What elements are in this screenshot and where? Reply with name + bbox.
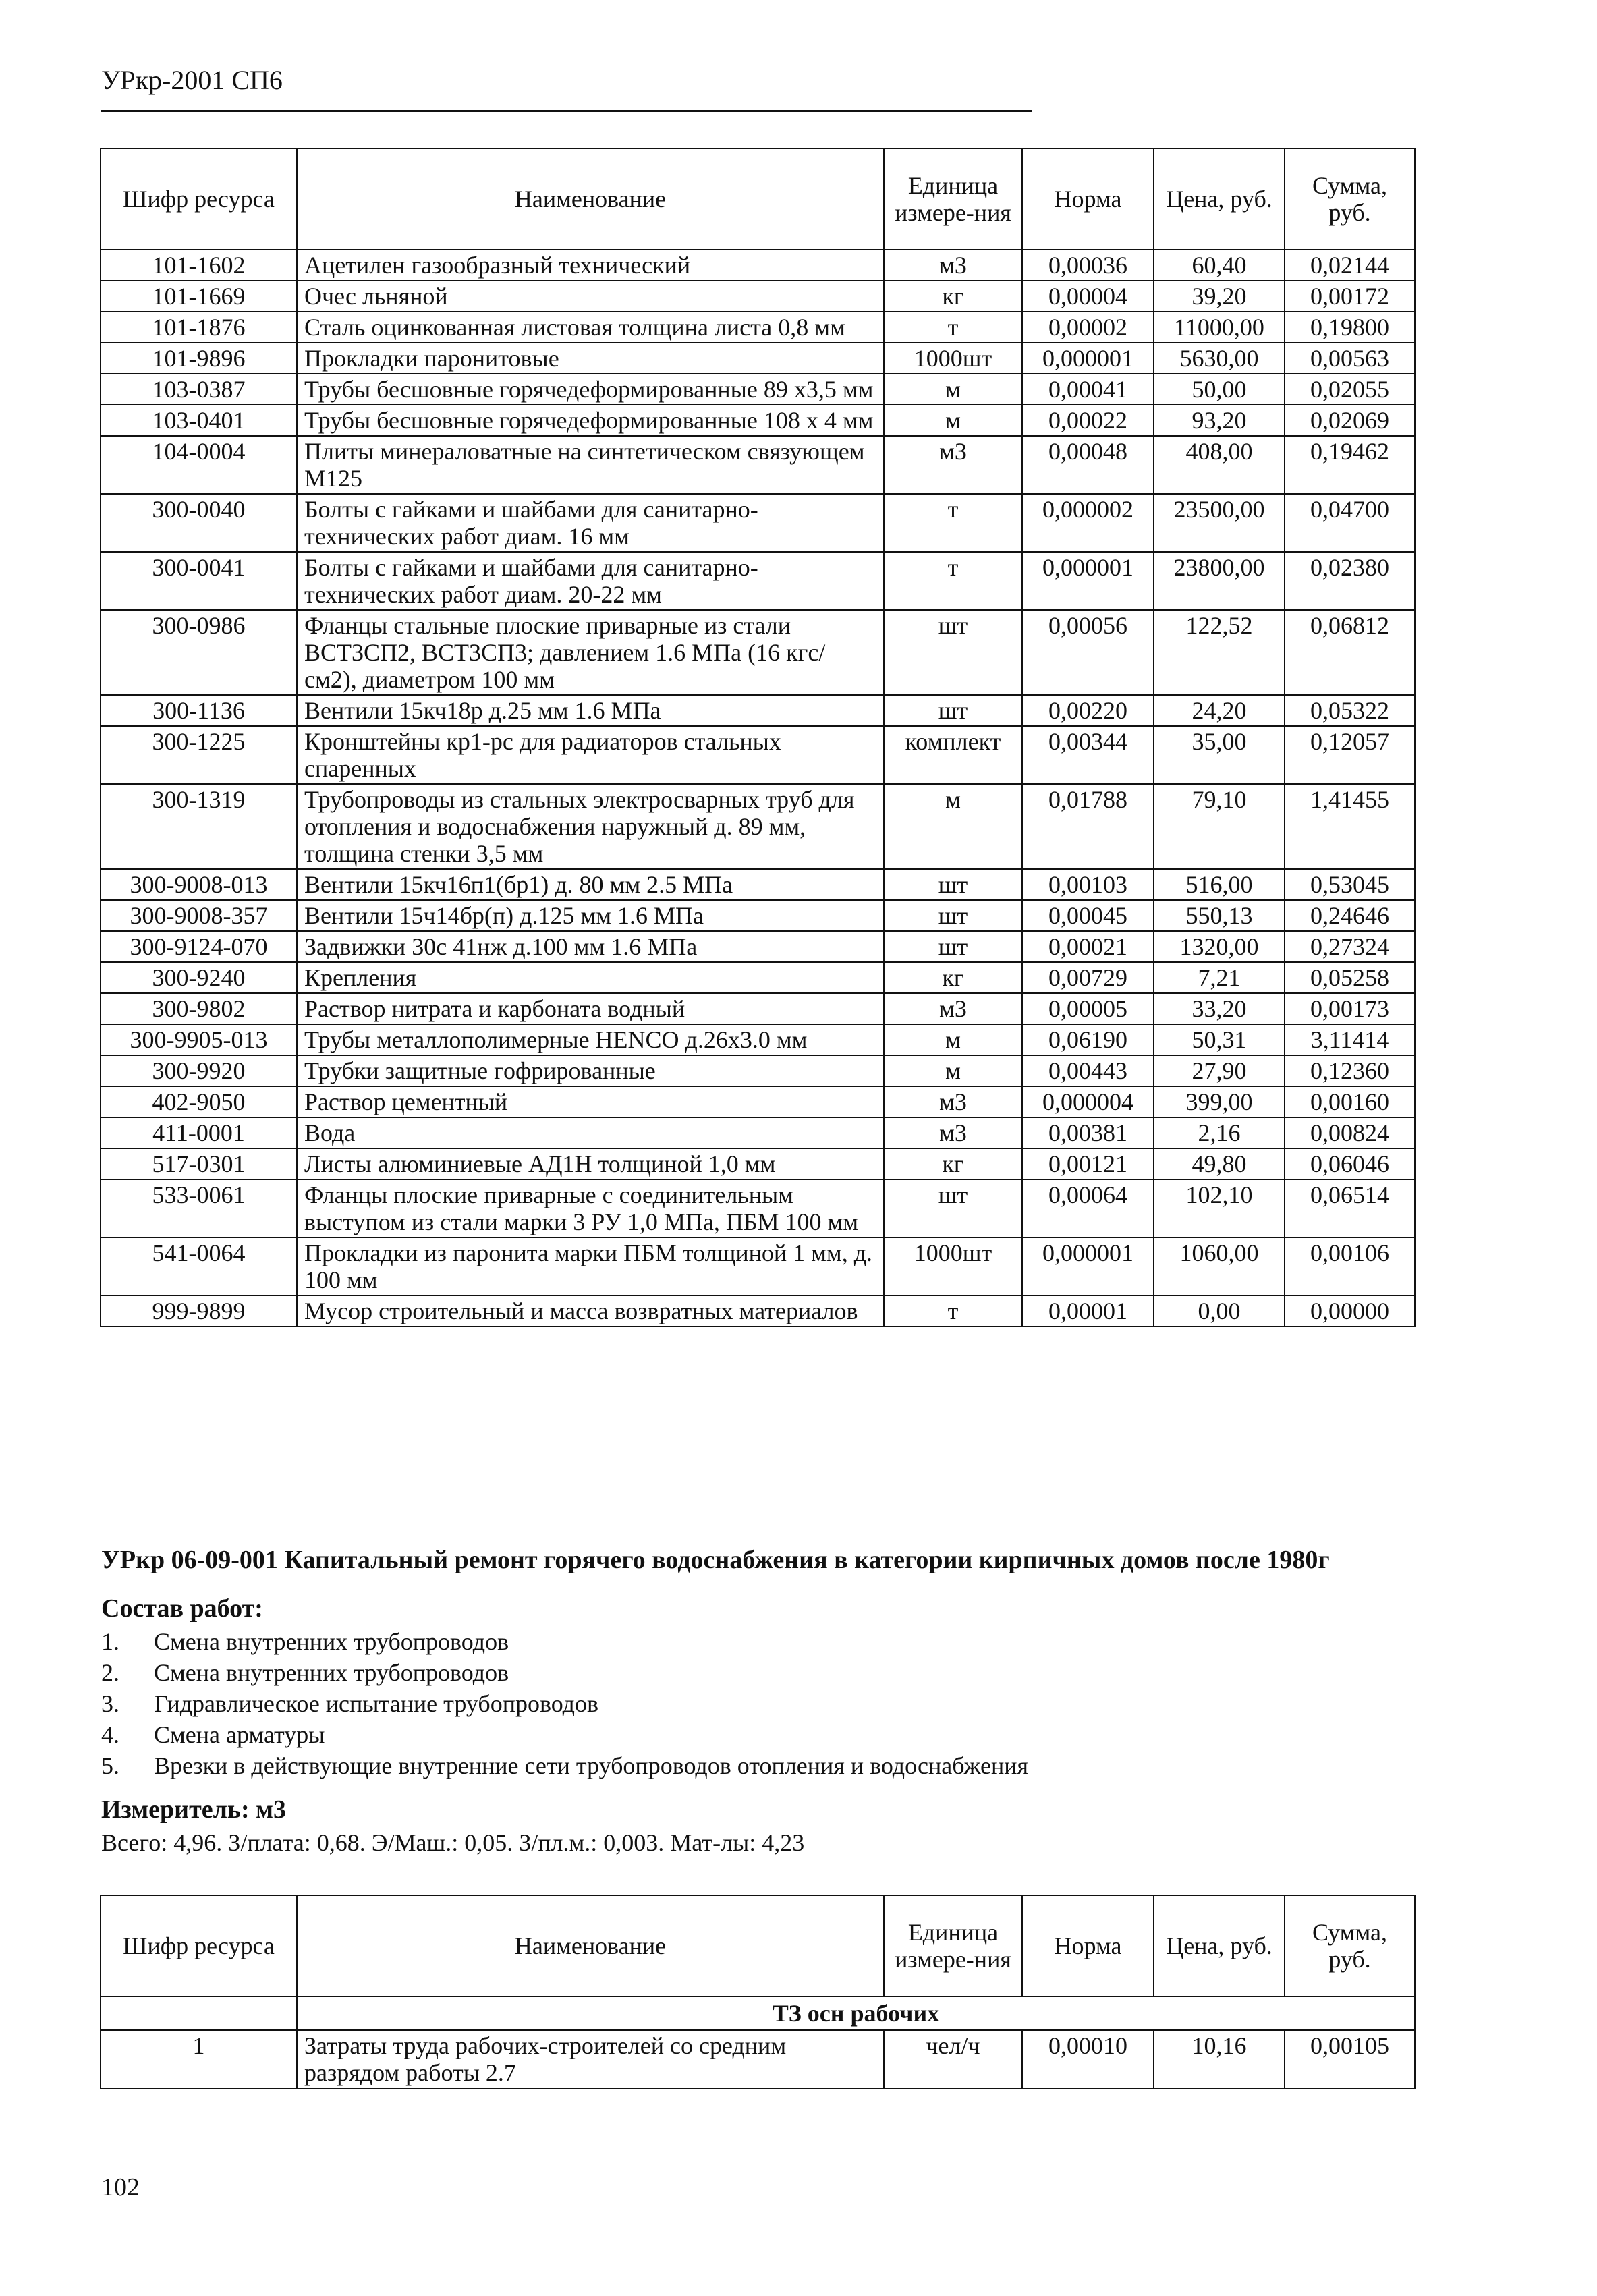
- table-row: [101, 726, 1415, 784]
- cell-name: Вентили 15ч14бр(п) д.125 мм 1.6 МПа: [297, 900, 884, 931]
- work-item: [101, 1750, 1028, 1781]
- cell-price: 5630,00: [1154, 343, 1285, 374]
- cell-name: Очес льняной: [297, 281, 884, 312]
- work-item: [101, 1719, 1028, 1750]
- cell-code: 300-1136: [101, 695, 297, 726]
- table-row: [101, 784, 1415, 869]
- cell-unit: м: [884, 1024, 1022, 1055]
- cell-price: 49,80: [1154, 1148, 1285, 1179]
- cell-unit: шт: [884, 869, 1022, 900]
- cell-sum: 0,00000: [1285, 1295, 1415, 1326]
- cell-norm: 0,000002: [1022, 494, 1154, 552]
- table-row: [101, 552, 1415, 610]
- cell-price: 35,00: [1154, 726, 1285, 784]
- totals-line: Всего: 4,96. З/плата: 0,68. Э/Маш.: 0,05. З/пл.м.: 0,003. Мат-лы: 4,23: [101, 1829, 805, 1856]
- cell-price: 7,21: [1154, 962, 1285, 993]
- cell-price: 102,10: [1154, 1179, 1285, 1237]
- cell-sum: 0,05258: [1285, 962, 1415, 993]
- cell-norm: 0,00220: [1022, 695, 1154, 726]
- table-row: [101, 281, 1415, 312]
- cell-name: Прокладки паронитовые: [297, 343, 884, 374]
- work-item-number: 1.: [101, 1628, 119, 1655]
- work-item-number: 4.: [101, 1721, 119, 1748]
- cell-price: 11000,00: [1154, 312, 1285, 343]
- cell-price: 10,16: [1154, 2030, 1285, 2088]
- cell-name: Сталь оцинкованная листовая толщина листа 0,8 мм: [297, 312, 884, 343]
- cell-price: 516,00: [1154, 869, 1285, 900]
- page-number: 102: [101, 2173, 140, 2202]
- cell-unit: шт: [884, 931, 1022, 962]
- table-row: [101, 343, 1415, 374]
- cell-sum: 0,05322: [1285, 695, 1415, 726]
- subheader-empty-cell: [101, 1996, 297, 2030]
- cell-name: Вентили 15кч16п1(бр1) д. 80 мм 2.5 МПа: [297, 869, 884, 900]
- cell-norm: 0,00729: [1022, 962, 1154, 993]
- work-item-text: Смена внутренних трубопроводов: [154, 1628, 509, 1655]
- cell-name: Плиты минераловатные на синтетическом связующем М125: [297, 436, 884, 494]
- col-header-name: Наименование: [297, 1895, 884, 1996]
- cell-code: 103-0387: [101, 374, 297, 405]
- col-header-norm: Норма: [1022, 148, 1154, 250]
- cell-code: 533-0061: [101, 1179, 297, 1237]
- cell-sum: 0,27324: [1285, 931, 1415, 962]
- work-item-number: 2.: [101, 1659, 119, 1686]
- cell-unit: чел/ч: [884, 2030, 1022, 2088]
- cell-code: 517-0301: [101, 1148, 297, 1179]
- work-item-text: Смена арматуры: [154, 1721, 325, 1748]
- work-item: [101, 1688, 1028, 1719]
- cell-norm: 0,01788: [1022, 784, 1154, 869]
- work-item-text: Смена внутренних трубопроводов: [154, 1659, 509, 1686]
- cell-norm: 0,000004: [1022, 1086, 1154, 1117]
- work-item-number: 3.: [101, 1690, 119, 1717]
- cell-name: Вода: [297, 1117, 884, 1148]
- cell-sum: 0,02055: [1285, 374, 1415, 405]
- work-item: [101, 1657, 1028, 1688]
- table-row: [101, 374, 1415, 405]
- cell-code: 101-1876: [101, 312, 297, 343]
- cell-sum: 0,53045: [1285, 869, 1415, 900]
- cell-name: Болты с гайками и шайбами для санитарно-технических работ диам. 16 мм: [297, 494, 884, 552]
- cell-norm: 0,00036: [1022, 250, 1154, 281]
- cell-code: 300-9240: [101, 962, 297, 993]
- cell-sum: 0,06046: [1285, 1148, 1415, 1179]
- col-header-norm: Норма: [1022, 1895, 1154, 1996]
- cell-price: 79,10: [1154, 784, 1285, 869]
- cell-norm: 0,00344: [1022, 726, 1154, 784]
- labor-table-body: [101, 2030, 1415, 2088]
- cell-sum: 0,00824: [1285, 1117, 1415, 1148]
- cell-name: Трубки защитные гофрированные: [297, 1055, 884, 1086]
- cell-unit: м3: [884, 993, 1022, 1024]
- cell-unit: м: [884, 784, 1022, 869]
- table-header-row: [101, 1895, 1415, 1996]
- cell-sum: 0,04700: [1285, 494, 1415, 552]
- cell-code: 300-1225: [101, 726, 297, 784]
- cell-name: Раствор цементный: [297, 1086, 884, 1117]
- cell-code: 103-0401: [101, 405, 297, 436]
- cell-price: 1320,00: [1154, 931, 1285, 962]
- col-header-unit: Единица измере-ния: [884, 148, 1022, 250]
- col-header-sum: Сумма, руб.: [1285, 148, 1415, 250]
- cell-name: Трубы бесшовные горячедеформированные 89 х3,5 мм: [297, 374, 884, 405]
- table-row: [101, 695, 1415, 726]
- cell-price: 39,20: [1154, 281, 1285, 312]
- resources-table-body: [101, 250, 1415, 1326]
- cell-sum: 0,00106: [1285, 1237, 1415, 1295]
- cell-sum: 0,06514: [1285, 1179, 1415, 1237]
- cell-unit: м: [884, 405, 1022, 436]
- cell-price: 0,00: [1154, 1295, 1285, 1326]
- cell-price: 33,20: [1154, 993, 1285, 1024]
- cell-name: Листы алюминиевые АД1Н толщиной 1,0 мм: [297, 1148, 884, 1179]
- cell-price: 24,20: [1154, 695, 1285, 726]
- cell-code: 402-9050: [101, 1086, 297, 1117]
- cell-norm: 0,000001: [1022, 552, 1154, 610]
- col-header-code: Шифр ресурса: [101, 148, 297, 250]
- cell-unit: м3: [884, 1117, 1022, 1148]
- cell-norm: 0,00005: [1022, 993, 1154, 1024]
- table-row: [101, 1086, 1415, 1117]
- cell-norm: 0,00010: [1022, 2030, 1154, 2088]
- cell-norm: 0,00022: [1022, 405, 1154, 436]
- cell-name: Прокладки из паронита марки ПБМ толщиной 1 мм, д. 100 мм: [297, 1237, 884, 1295]
- cell-norm: 0,00121: [1022, 1148, 1154, 1179]
- cell-code: 300-9008-013: [101, 869, 297, 900]
- col-header-sum: Сумма, руб.: [1285, 1895, 1415, 1996]
- cell-code: 300-9920: [101, 1055, 297, 1086]
- col-header-unit: Единица измере-ния: [884, 1895, 1022, 1996]
- cell-norm: 0,00064: [1022, 1179, 1154, 1237]
- cell-sum: 0,00160: [1285, 1086, 1415, 1117]
- cell-unit: т: [884, 1295, 1022, 1326]
- col-header-price: Цена, руб.: [1154, 1895, 1285, 1996]
- cell-name: Вентили 15кч18р д.25 мм 1.6 МПа: [297, 695, 884, 726]
- header-divider: [101, 110, 1032, 112]
- cell-unit: м3: [884, 436, 1022, 494]
- col-header-code: Шифр ресурса: [101, 1895, 297, 1996]
- cell-code: 1: [101, 2030, 297, 2088]
- cell-name: Мусор строительный и масса возвратных материалов: [297, 1295, 884, 1326]
- cell-norm: 0,00443: [1022, 1055, 1154, 1086]
- table-row: [101, 405, 1415, 436]
- cell-code: 300-9802: [101, 993, 297, 1024]
- cell-price: 550,13: [1154, 900, 1285, 931]
- work-item-text: Врезки в действующие внутренние сети трубопроводов отопления и водоснабжения: [154, 1752, 1029, 1779]
- cell-norm: 0,00004: [1022, 281, 1154, 312]
- work-item: [101, 1626, 1028, 1657]
- cell-sum: 0,19462: [1285, 436, 1415, 494]
- cell-price: 399,00: [1154, 1086, 1285, 1117]
- labor-subheader: ТЗ осн рабочих: [297, 1996, 1415, 2030]
- table-row: [101, 869, 1415, 900]
- cell-norm: 0,06190: [1022, 1024, 1154, 1055]
- cell-code: 300-0041: [101, 552, 297, 610]
- works-list: [101, 1626, 1028, 1781]
- cell-name: Затраты труда рабочих-строителей со средним разрядом работы 2.7: [297, 2030, 884, 2088]
- cell-unit: кг: [884, 281, 1022, 312]
- col-header-price: Цена, руб.: [1154, 148, 1285, 250]
- cell-code: 411-0001: [101, 1117, 297, 1148]
- cell-name: Фланцы стальные плоские приварные из стали ВСТ3СП2, ВСТ3СП3; давлением 1.6 МПа (16 кгс/см2), диаметром 100 мм: [297, 610, 884, 695]
- table-row: [101, 962, 1415, 993]
- cell-sum: 0,06812: [1285, 610, 1415, 695]
- table-row: [101, 610, 1415, 695]
- cell-code: 104-0004: [101, 436, 297, 494]
- table-row: [101, 1055, 1415, 1086]
- cell-name: Раствор нитрата и карбоната водный: [297, 993, 884, 1024]
- measure-unit: Измеритель: м3: [101, 1795, 287, 1824]
- labor-subheader-row: [101, 1996, 1415, 2030]
- cell-name: Ацетилен газообразный технический: [297, 250, 884, 281]
- cell-unit: комплект: [884, 726, 1022, 784]
- cell-name: Трубы металлополимерные HENCO д.26х3.0 мм: [297, 1024, 884, 1055]
- cell-sum: 1,41455: [1285, 784, 1415, 869]
- cell-unit: 1000шт: [884, 343, 1022, 374]
- cell-sum: 0,00172: [1285, 281, 1415, 312]
- cell-sum: 0,12057: [1285, 726, 1415, 784]
- cell-code: 541-0064: [101, 1237, 297, 1295]
- cell-unit: м3: [884, 1086, 1022, 1117]
- cell-price: 50,00: [1154, 374, 1285, 405]
- cell-sum: 3,11414: [1285, 1024, 1415, 1055]
- work-item-number: 5.: [101, 1752, 119, 1779]
- cell-name: Кронштейны кр1-рс для радиаторов стальных спаренных: [297, 726, 884, 784]
- cell-code: 300-0040: [101, 494, 297, 552]
- labor-table: [100, 1895, 1416, 2089]
- cell-unit: шт: [884, 610, 1022, 695]
- cell-sum: 0,00563: [1285, 343, 1415, 374]
- cell-unit: шт: [884, 695, 1022, 726]
- cell-price: 23500,00: [1154, 494, 1285, 552]
- cell-norm: 0,00103: [1022, 869, 1154, 900]
- works-title: Состав работ:: [101, 1594, 263, 1623]
- cell-sum: 0,02069: [1285, 405, 1415, 436]
- cell-price: 2,16: [1154, 1117, 1285, 1148]
- cell-sum: 0,12360: [1285, 1055, 1415, 1086]
- cell-sum: 0,24646: [1285, 900, 1415, 931]
- table-row: [101, 993, 1415, 1024]
- document-code: УРкр-2001 СП6: [101, 65, 283, 95]
- cell-unit: м: [884, 374, 1022, 405]
- cell-price: 50,31: [1154, 1024, 1285, 1055]
- cell-code: 300-9905-013: [101, 1024, 297, 1055]
- cell-sum: 0,19800: [1285, 312, 1415, 343]
- cell-norm: 0,00001: [1022, 1295, 1154, 1326]
- resources-table: [100, 148, 1416, 1327]
- cell-norm: 0,00381: [1022, 1117, 1154, 1148]
- cell-price: 27,90: [1154, 1055, 1285, 1086]
- table-header-row: [101, 148, 1415, 250]
- cell-unit: шт: [884, 1179, 1022, 1237]
- cell-name: Фланцы плоские приварные с соединительным выступом из стали марки 3 РУ 1,0 МПа, ПБМ 100 мм: [297, 1179, 884, 1237]
- cell-unit: т: [884, 552, 1022, 610]
- section-title: УРкр 06-09-001 Капитальный ремонт горячего водоснабжения в категории кирпичных домов после 1980г: [101, 1546, 1330, 1574]
- cell-norm: 0,00056: [1022, 610, 1154, 695]
- cell-price: 93,20: [1154, 405, 1285, 436]
- table-row: [101, 1237, 1415, 1295]
- cell-price: 122,52: [1154, 610, 1285, 695]
- cell-unit: т: [884, 494, 1022, 552]
- table-row: [101, 1024, 1415, 1055]
- cell-unit: кг: [884, 1148, 1022, 1179]
- cell-sum: 0,00105: [1285, 2030, 1415, 2088]
- cell-name: Трубопроводы из стальных электросварных труб для отопления и водоснабжения наружный д. 89 мм, толщина стенки 3,5 мм: [297, 784, 884, 869]
- cell-price: 23800,00: [1154, 552, 1285, 610]
- table-row: [101, 250, 1415, 281]
- table-row: [101, 1295, 1415, 1326]
- cell-price: 1060,00: [1154, 1237, 1285, 1295]
- cell-norm: 0,00041: [1022, 374, 1154, 405]
- table-row: [101, 436, 1415, 494]
- cell-code: 300-9124-070: [101, 931, 297, 962]
- cell-code: 101-9896: [101, 343, 297, 374]
- cell-norm: 0,00048: [1022, 436, 1154, 494]
- cell-unit: т: [884, 312, 1022, 343]
- cell-name: Задвижки 30с 41нж д.100 мм 1.6 МПа: [297, 931, 884, 962]
- cell-sum: 0,02380: [1285, 552, 1415, 610]
- cell-unit: м: [884, 1055, 1022, 1086]
- cell-sum: 0,00173: [1285, 993, 1415, 1024]
- table-row: [101, 900, 1415, 931]
- table-row: [101, 2030, 1415, 2088]
- cell-price: 60,40: [1154, 250, 1285, 281]
- cell-name: Крепления: [297, 962, 884, 993]
- cell-norm: 0,00002: [1022, 312, 1154, 343]
- cell-name: Болты с гайками и шайбами для санитарно-технических работ диам. 20-22 мм: [297, 552, 884, 610]
- work-item-text: Гидравлическое испытание трубопроводов: [154, 1690, 598, 1717]
- table-row: [101, 494, 1415, 552]
- cell-unit: шт: [884, 900, 1022, 931]
- table-row: [101, 312, 1415, 343]
- table-row: [101, 1117, 1415, 1148]
- cell-price: 408,00: [1154, 436, 1285, 494]
- cell-norm: 0,000001: [1022, 343, 1154, 374]
- col-header-name: Наименование: [297, 148, 884, 250]
- cell-code: 300-9008-357: [101, 900, 297, 931]
- cell-code: 999-9899: [101, 1295, 297, 1326]
- table-row: [101, 1179, 1415, 1237]
- cell-code: 300-1319: [101, 784, 297, 869]
- cell-sum: 0,02144: [1285, 250, 1415, 281]
- table-row: [101, 1148, 1415, 1179]
- cell-unit: м3: [884, 250, 1022, 281]
- cell-norm: 0,00021: [1022, 931, 1154, 962]
- cell-code: 101-1669: [101, 281, 297, 312]
- cell-norm: 0,000001: [1022, 1237, 1154, 1295]
- cell-norm: 0,00045: [1022, 900, 1154, 931]
- cell-code: 300-0986: [101, 610, 297, 695]
- cell-name: Трубы бесшовные горячедеформированные 108 х 4 мм: [297, 405, 884, 436]
- cell-code: 101-1602: [101, 250, 297, 281]
- table-row: [101, 931, 1415, 962]
- cell-unit: 1000шт: [884, 1237, 1022, 1295]
- cell-unit: кг: [884, 962, 1022, 993]
